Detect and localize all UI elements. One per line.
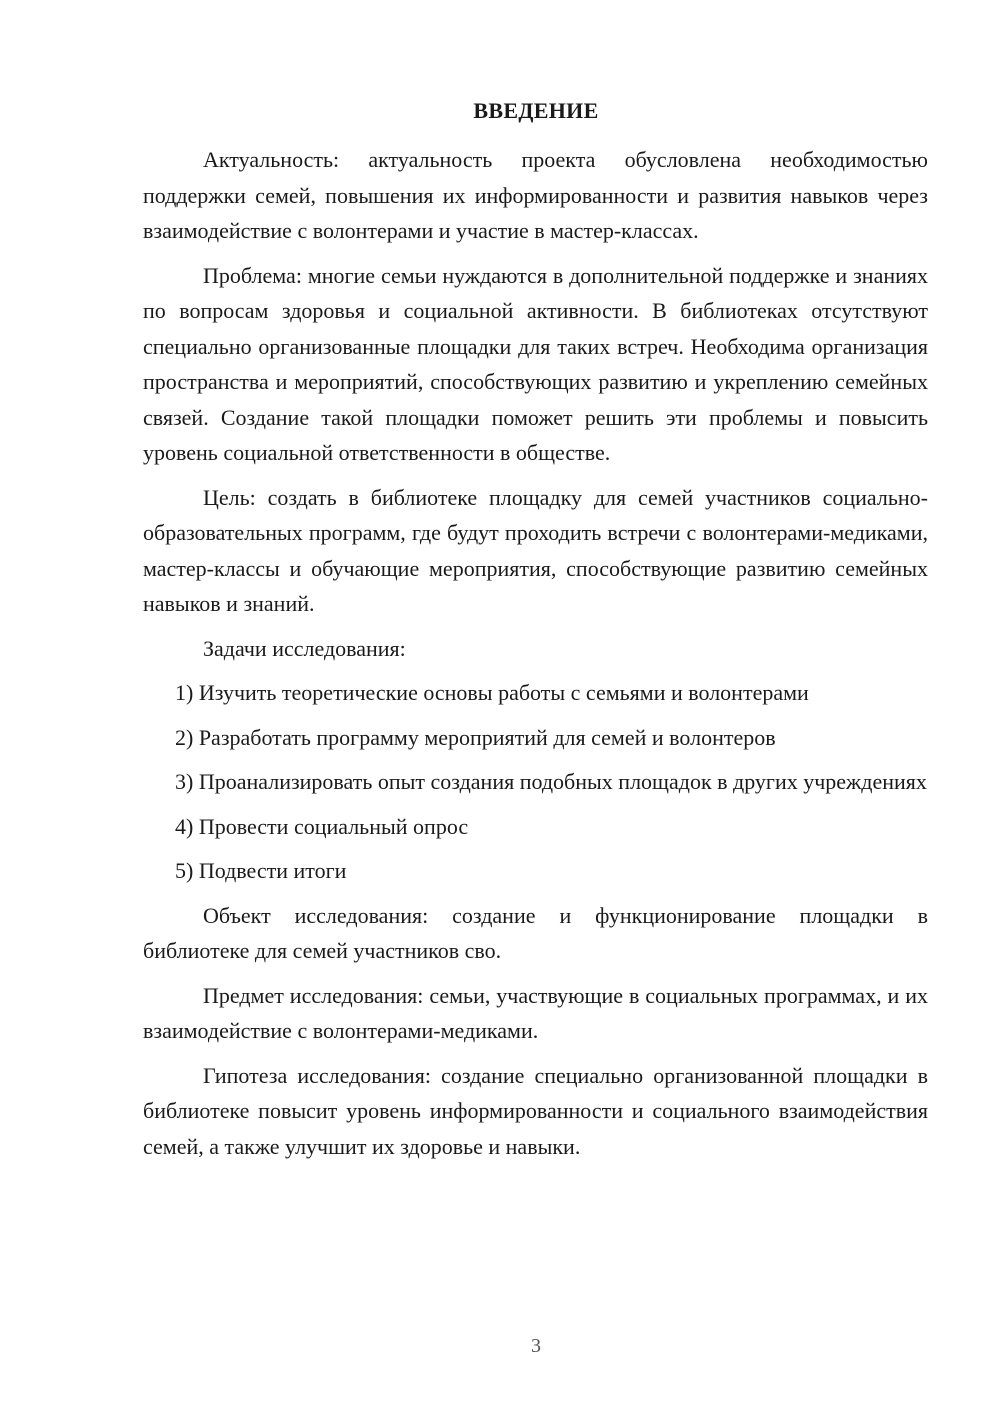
paragraph-subject: Предмет исследования: семьи, участвующие в социальных программах, и их взаимодействие с волонтерами-медиками. — [143, 982, 928, 1043]
list-item: 5) Подвести итоги — [175, 858, 347, 883]
page-number: 3 — [531, 1335, 541, 1357]
paragraph-goal: Цель: создать в библиотеке площадку для семей участников социально-образовательных программ, где будут проходить встречи с волонтерами-медиками, мастер-классы и обучающие мероприятия, способствующие развитию семейных навыков и знаний. — [143, 484, 928, 616]
paragraph-tasks-heading: Задачи исследования: — [203, 635, 406, 661]
document-body — [143, 142, 928, 1173]
list-item: 1) Изучить теоретические основы работы с семьями и волонтерами — [175, 680, 809, 705]
list-item: 3) Проанализировать опыт создания подобных площадок в других учреждениях — [175, 769, 927, 794]
page-title: ВВЕДЕНИЕ — [473, 98, 599, 123]
paragraph-relevance: Актуальность: актуальность проекта обусловлена необходимостью поддержки семей, повышения их информированности и развития навыков через взаимодействие с волонтерами и участие в мастер-классах. — [143, 147, 928, 243]
paragraph-problem: Проблема: многие семьи нуждаются в дополнительной поддержке и знаниях по вопросам здоровья и социальной активности. В библиотеках отсутствуют специально организованные площадки для таких встреч. Необходима организация пространства и мероприятий, способствующих развитию и укреплению семейных связей. Создание такой площадки поможет решить эти проблемы и повысить уровень социальной ответственности в обществе. — [143, 262, 928, 465]
paragraph-hypothesis: Гипотеза исследования: создание специально организованной площадки в библиотеке повысит уровень информированности и социального взаимодействия семей, а также улучшит их здоровье и навыки. — [143, 1062, 928, 1159]
list-item: 2) Разработать программу мероприятий для семей и волонтеров — [175, 724, 776, 750]
paragraph-object: Объект исследования: создание и функционирование площадки в библиотеке для семей участников сво. — [143, 902, 928, 963]
list-item: 4) Провести социальный опрос — [175, 813, 469, 839]
